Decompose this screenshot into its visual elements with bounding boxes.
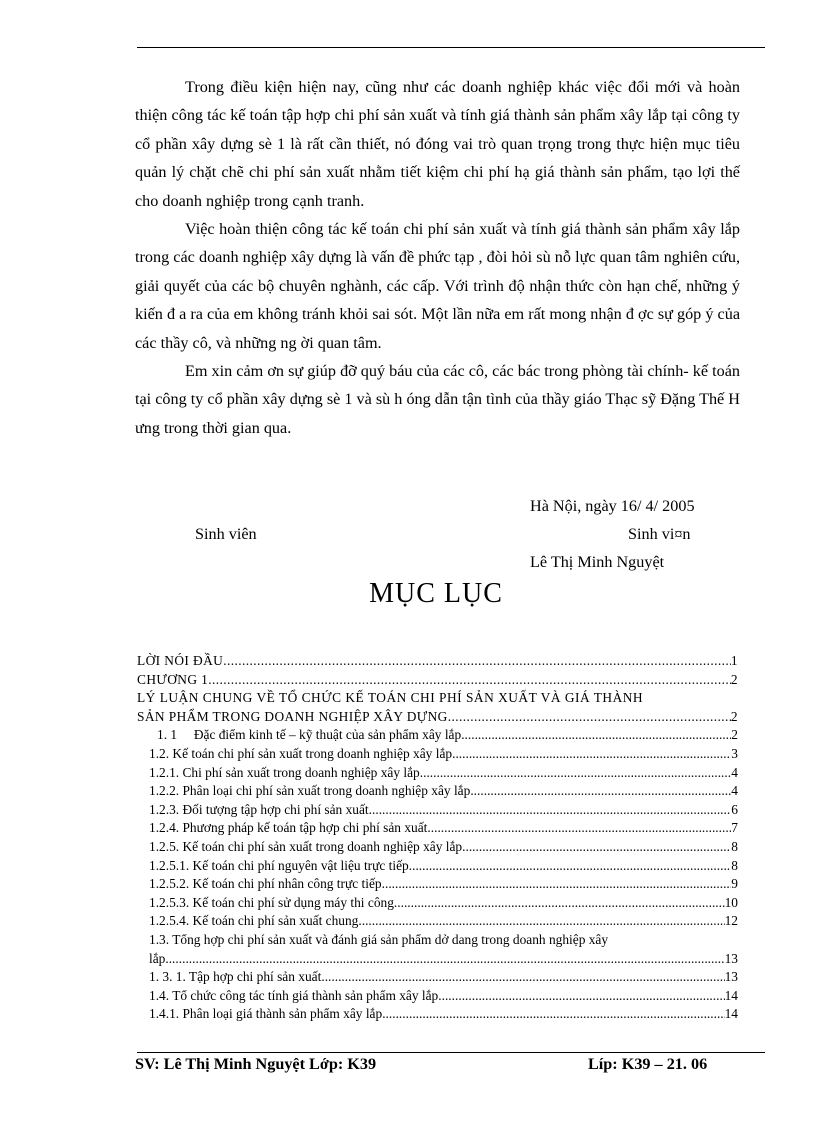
toc-entry-page: 6 (731, 801, 738, 817)
toc-entry-page: 2 (731, 727, 738, 743)
toc-entry[interactable] (137, 745, 738, 764)
toc-entry-text: 1.2.5.1. Kế toán chi phí nguyên vật liệu trực tiếp (149, 857, 409, 873)
signature-date: Hà Nội, ngày 16/ 4/ 2005 (530, 497, 695, 515)
paragraph: Trong điều kiện hiện nay, cũng như các doanh nghiệp khác việc đổi mới và hoàn thiện công tác kế toán tập hợp chi phí sản xuất và tính giá thành sản phẩm xây lắp tại công ty cổ phần xây dựng sè 1 là rất cần thiết, nó đóng vai trò quan trọng trong thực hiện mục tiêu quản lý chặt chẽ chi phí sản xuất nhằm tiết kiệm chi phí hạ giá thành sản phẩm, tạo lợi thế cho doanh nghiệp trong cạnh tranh. (135, 78, 740, 210)
toc-entry[interactable] (137, 671, 738, 690)
toc-entry-heading-line[interactable] (137, 689, 738, 708)
toc-entry[interactable] (137, 987, 738, 1006)
signature-name: Lê Thị Minh Nguyệt (530, 553, 665, 571)
toc-entry-text: 1.3. Tổng hợp chi phí sản xuất và đánh giá sản phẩm dở dang trong doanh nghiệp xây (149, 931, 609, 947)
toc-entry-text: 1.2.1. Chi phí sản xuất trong doanh nghiệp xây lắp (149, 764, 420, 780)
toc-entry-text: lắp (149, 950, 166, 966)
toc-entry[interactable] (137, 838, 738, 857)
toc-entry[interactable] (137, 801, 738, 820)
toc-leader (382, 875, 732, 894)
toc-entry-text: 1.2.4. Phương pháp kế toán tập hợp chi phí sản xuất (149, 820, 428, 836)
toc-entry-text: 1.2.3. Đối tượng tập hợp chi phí sản xuất (149, 801, 369, 817)
toc-entry-page: 10 (724, 894, 738, 910)
toc-leader (438, 987, 724, 1006)
toc-entry-text: LÝ LUẬN CHUNG VỀ TỔ CHỨC KẾ TOÁN CHI PHÍ SẢN XUẤT VÀ GIÁ THÀNH (137, 690, 644, 706)
toc-entry[interactable] (137, 652, 738, 671)
toc-entry-page: 1 (730, 653, 738, 668)
toc-entry-text: 1.2.2. Phân loại chi phí sản xuất trong doanh nghiệp xây lắp (149, 783, 471, 799)
toc-entry-text: 1.2. Kế toán chi phí sản xuất trong doanh nghiệp xây lắp (149, 745, 453, 761)
signature-left-label: Sinh viên (195, 525, 257, 543)
toc-leader (427, 819, 731, 838)
toc-entry-page: 8 (731, 838, 738, 854)
toc-title: MỤC LỤC (369, 578, 503, 609)
toc-leader (397, 894, 724, 913)
toc-leader (409, 857, 732, 876)
toc-entry-text: 1.2.5.2. Kế toán chi phí nhân công trực tiếp (149, 876, 382, 892)
toc-leader (448, 708, 731, 727)
toc-entry-text: 1. 1 Đặc điểm kinh tế – kỹ thuật của sản phẩm xây lắp (157, 727, 462, 743)
toc-entry-text: 1. 3. 1. Tập hợp chi phí sản xuất (149, 969, 322, 985)
toc-entry[interactable] (137, 912, 738, 931)
toc-entry-page: 8 (731, 857, 738, 873)
toc-leader (208, 671, 731, 690)
toc-entry[interactable] (137, 894, 738, 913)
header-rule (137, 47, 765, 48)
paragraph: Việc hoàn thiện công tác kế toán chi phí sản xuất và tính giá thành sản phẩm xây lắp trong các doanh nghiệp xây dựng là vấn đề phức tạp , đòi hỏi sù nỗ lực quan tâm nghiên cứu, giải quyết của các bộ chuyên nghành, các cấp. Với trình độ nhận thức còn hạn chế, những ý kiến đ a ra của em không tránh khỏi sai sót. Một lần nữa em rất mong nhận đ ợc sự góp ý của các thầy cô, và những ng ời quan tâm. (135, 220, 740, 352)
toc-entry-page: 13 (724, 950, 738, 966)
toc-entry-page: 2 (730, 708, 738, 724)
toc-entry[interactable] (137, 708, 738, 727)
toc-entry-page: 9 (731, 876, 738, 892)
toc-entry-page: 7 (731, 820, 738, 836)
toc-entry-text: 1.4.1. Phân loại giá thành sản phẩm xây lắp (149, 1006, 383, 1022)
footer-rule (137, 1052, 765, 1053)
toc-entry[interactable] (137, 857, 738, 876)
toc-entry-text: 1.4. Tổ chức công tác tính giá thành sản phẩm xây lắp (149, 987, 439, 1003)
toc-entry-page: 12 (724, 913, 738, 929)
toc-entry[interactable] (137, 819, 738, 838)
footer-class-info: Líp: K39 – 21. 06 (588, 1055, 708, 1073)
toc-entry-page: 14 (724, 1006, 738, 1022)
toc-entry[interactable] (137, 875, 738, 894)
signature-right-label: Sinh vi¤n (628, 525, 691, 543)
toc-entry-page: 14 (724, 987, 738, 1003)
toc-entry-page: 4 (731, 764, 738, 780)
footer-student-info: SV: Lê Thị Minh Nguyệt Lớp: K39 (135, 1055, 377, 1073)
toc-entry-text: 1.2.5. Kế toán chi phí sản xuất trong doanh nghiệp xây lắp (149, 838, 463, 854)
toc-entry-page: 3 (731, 745, 738, 761)
toc-entry[interactable] (137, 782, 738, 801)
toc-entry-text: SẢN PHẨM TRONG DOANH NGHIỆP XÂY DỰNG (137, 708, 448, 724)
toc-leader (382, 1005, 724, 1024)
toc-leader (470, 782, 731, 801)
toc-leader (165, 950, 724, 969)
toc-entry-text: CHƯƠNG 1 (137, 671, 209, 687)
toc-leader (461, 726, 731, 745)
toc-entry[interactable] (137, 968, 738, 987)
toc-leader (452, 745, 731, 764)
toc-leader (420, 764, 732, 783)
table-of-contents (137, 652, 738, 1024)
toc-leader (462, 838, 731, 857)
toc-leader (223, 652, 731, 671)
toc-entry[interactable] (137, 726, 738, 745)
paragraph: Em xin cảm ơn sự giúp đỡ quý báu của các cô, các bác trong phòng tài chính- kế toán tại công ty cổ phần xây dựng sè 1 và sù h óng dẫn tận tình của thầy giáo Thạc sỹ Đặng Thế H ưng trong thời gian qua. (135, 362, 740, 437)
toc-entry[interactable] (137, 764, 738, 783)
toc-leader (321, 968, 724, 987)
toc-entry-page: 13 (724, 969, 738, 985)
toc-entry-page: 4 (731, 783, 738, 799)
toc-entry-text: LỜI NÓI ĐẦU (137, 653, 224, 668)
toc-leader (369, 801, 732, 820)
toc-entry-text: 1.2.5.3. Kế toán chi phí sử dụng máy thi công. (149, 894, 398, 910)
toc-entry[interactable] (137, 1005, 738, 1024)
toc-entry-text: 1.2.5.4. Kế toán chi phí sản xuất chung (149, 913, 359, 929)
toc-entry-page: 2 (730, 671, 738, 687)
toc-entry[interactable] (137, 950, 738, 969)
toc-entry-heading-line[interactable] (137, 931, 738, 950)
body-text (135, 73, 740, 442)
toc-leader (358, 912, 724, 931)
